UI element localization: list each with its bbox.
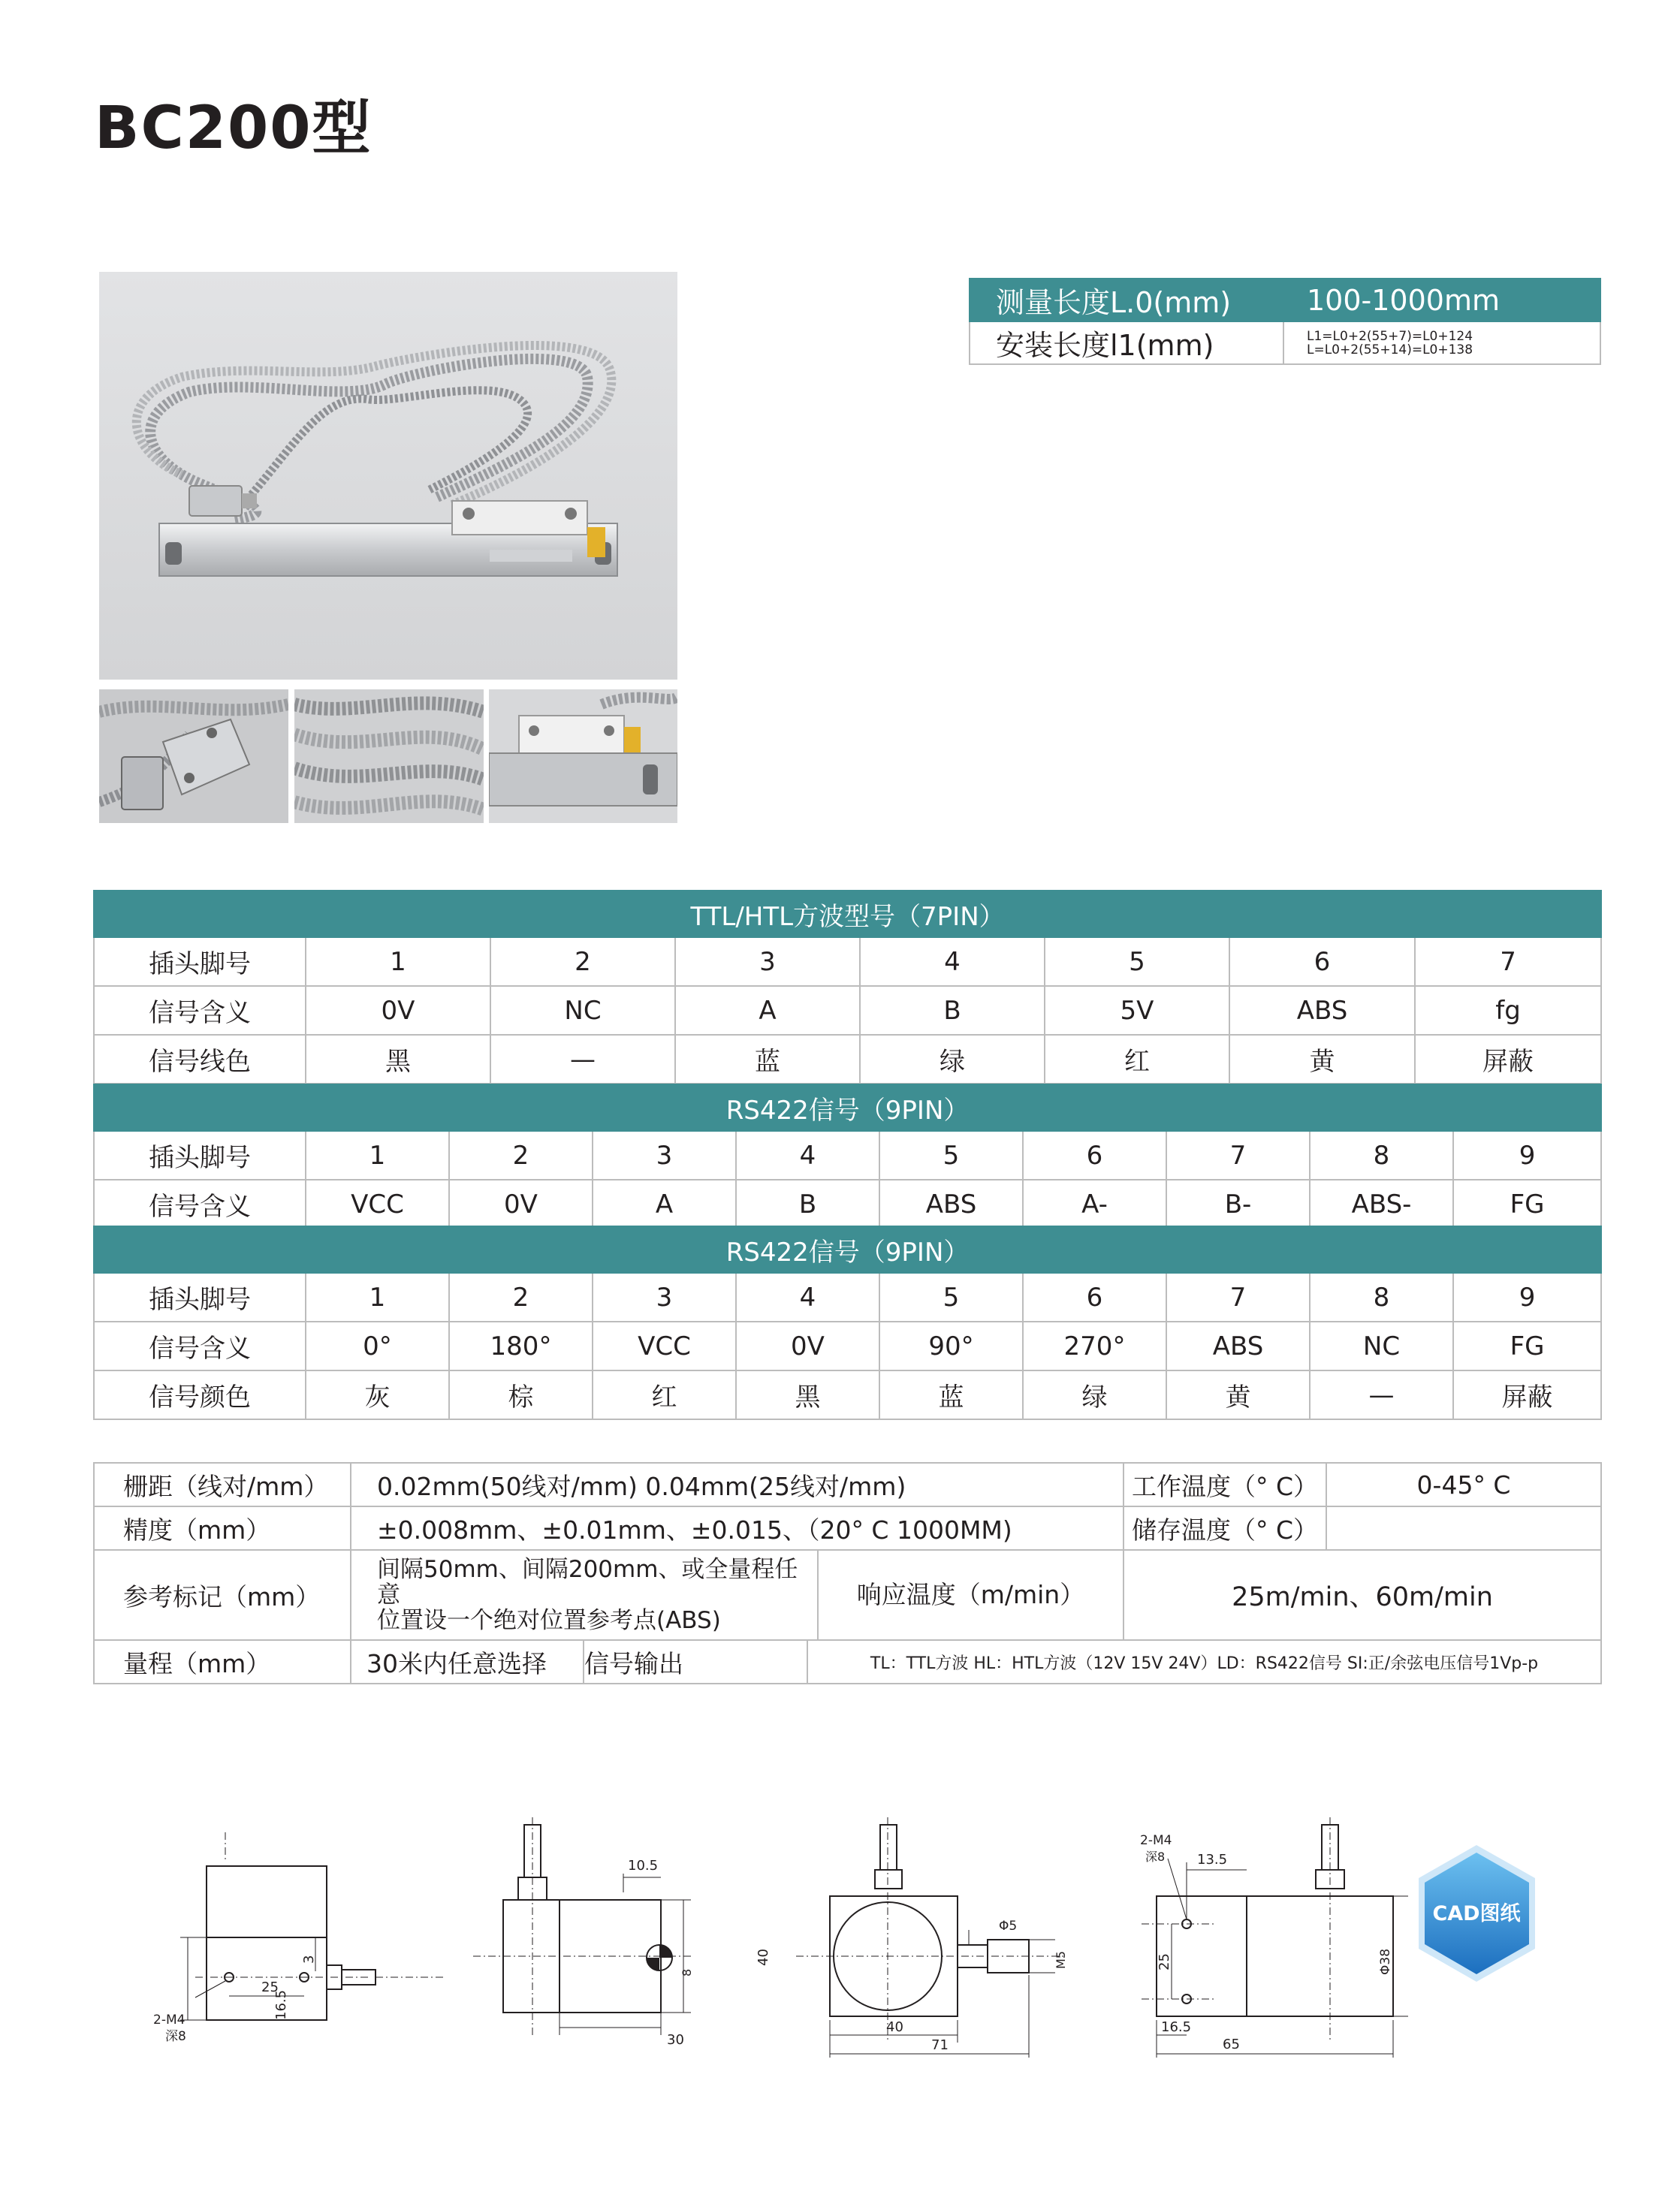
table-cell: A- [1023,1180,1166,1229]
row-label: 信号含义 [94,986,306,1035]
rs422-pin-table-b [93,1226,1602,1420]
output-label: 信号输出 [584,1641,807,1683]
table-cell: 绿 [1023,1370,1166,1419]
table-cell: FG [1453,1322,1601,1370]
row-label: 信号颜色 [94,1370,306,1419]
table-cell: VCC [593,1322,736,1370]
rs422-b-title: RS422信号（9PIN） [94,1226,1601,1273]
table-cell: 蓝 [879,1370,1023,1419]
work-temp-label: 工作温度（° C） [1124,1463,1326,1506]
param-row-reference [94,1550,1601,1640]
reference-line-1: 间隔50mm、间隔200mm、或全量程任意 [377,1556,798,1609]
pitch-label: 栅距（线对/mm） [94,1463,351,1506]
row-label: 插头脚号 [94,937,306,986]
d1-hole: 2-M4 [153,2013,185,2028]
table-cell: 5 [879,1131,1023,1180]
table-cell: 0V [449,1180,593,1229]
d1-depth: 深8 [165,2029,186,2044]
accuracy-value: ±0.008mm、±0.01mm、±0.015、（20° C 1000MM) [351,1506,1124,1550]
table-cell: ABS [1166,1322,1310,1370]
thumbnail-cable [294,689,484,823]
table-cell: 黄 [1229,1035,1415,1084]
table-cell: 0V [306,986,490,1035]
product-photo-main [99,272,677,680]
row-label: 插头脚号 [94,1131,306,1180]
table-cell: fg [1415,986,1601,1035]
table-cell: 9 [1453,1131,1601,1180]
spec-install-label: 安装长度l1(mm) [970,321,1283,364]
table-cell: 5V [1045,986,1229,1035]
table-row [94,937,1601,986]
spec-install-value [1283,321,1600,364]
thumbnail-connector [99,689,288,823]
table-row [94,1273,1601,1322]
d1-dim-3: 3 [301,1955,317,1964]
d3-dim-71: 71 [931,2037,949,2053]
table-cell: 绿 [860,1035,1045,1084]
range-output-cell [351,1640,1601,1684]
d4-dim-65: 65 [1223,2037,1240,2052]
table-cell: ABS [1229,986,1415,1035]
table-cell: — [490,1035,675,1084]
table-cell: 1 [306,1273,449,1322]
d4-hole: 2-M4 [1140,1833,1172,1848]
spec-row-length [970,279,1600,321]
table-cell: 2 [490,937,675,986]
response-value: 25m/min、60m/min [1124,1550,1601,1640]
cad-badge-label: CAD图纸 [1432,1902,1521,1925]
ttl-table-title: TTL/HTL方波型号（7PIN） [94,891,1601,937]
work-temp-value: 0-45° C [1326,1463,1601,1506]
table-row [94,1035,1601,1084]
drawing-top-view [796,1817,1111,2065]
row-label: 信号线色 [94,1035,306,1084]
table-cell: 黑 [306,1035,490,1084]
table-cell: 红 [1045,1035,1229,1084]
table-cell: 灰 [306,1370,449,1419]
table-cell: NC [490,986,675,1035]
table-cell: 9 [1453,1273,1601,1322]
d2-dim-30: 30 [667,2032,684,2048]
table-cell: A [675,986,860,1035]
table-cell: NC [1310,1322,1453,1370]
drawing-side-view [135,1817,451,2065]
table-row [94,1180,1601,1229]
table-cell: B [860,986,1045,1035]
table-cell: ABS [879,1180,1023,1229]
table-cell: 90° [879,1322,1023,1370]
table-cell: 2 [449,1273,593,1322]
table-cell: 0° [306,1322,449,1370]
response-label: 响应温度（m/min） [818,1551,1123,1639]
range-label: 量程（mm） [94,1640,351,1684]
table-cell: B- [1166,1180,1310,1229]
pitch-value: 0.02mm(50线对/mm) 0.04mm(25线对/mm) [351,1463,1124,1506]
table-cell: 黑 [736,1370,879,1419]
reference-inner [377,1551,1123,1639]
drawing-4-svg [1111,1817,1412,2065]
rs422-a-title: RS422信号（9PIN） [94,1084,1601,1131]
reference-label: 参考标记（mm） [94,1550,351,1640]
range-inner [351,1641,1600,1683]
param-row-range [94,1640,1601,1684]
table-cell: 1 [306,1131,449,1180]
table-cell: 4 [736,1131,879,1180]
param-row-pitch [94,1463,1601,1506]
spec-install-formula-2: L=L0+2(55+14)=L0+138 [1307,342,1473,357]
table-cell: 5 [1045,937,1229,986]
table-cell: 0V [736,1322,879,1370]
drawing-front-view [443,1817,781,2065]
table-cell: 2 [449,1131,593,1180]
table-cell: 4 [736,1273,879,1322]
cad-drawing-badge[interactable] [1415,1842,1539,1985]
table-cell: 3 [675,937,860,986]
d1-dim-25: 25 [261,1979,279,1995]
connector-photo [99,689,288,823]
thumbnail-reader-head [489,689,677,823]
table-cell: ABS- [1310,1180,1453,1229]
table-cell: — [1310,1370,1453,1419]
table-cell: 8 [1310,1131,1453,1180]
cad-hexagon-icon [1415,1842,1539,1985]
table-cell: 270° [1023,1322,1166,1370]
table-cell: 7 [1166,1273,1310,1322]
d3-dim-40: 40 [886,2019,903,2035]
row-label: 插头脚号 [94,1273,306,1322]
reader-head-photo [489,689,677,823]
d1-dim-16-5: 16.5 [273,1989,289,2020]
table-cell: 红 [593,1370,736,1419]
d4-dim-phi38: Φ38 [1378,1948,1393,1975]
rs422-pin-table-a [93,1084,1602,1229]
d2-dim-10-5: 10.5 [628,1858,659,1874]
d2-dim-8: 8 [680,1968,694,1976]
table-cell: 3 [593,1131,736,1180]
table-cell: VCC [306,1180,449,1229]
table-cell: 5 [879,1273,1023,1322]
table-cell: 180° [449,1322,593,1370]
param-row-accuracy [94,1506,1601,1550]
table-cell: 蓝 [675,1035,860,1084]
table-cell: 屏蔽 [1415,1035,1601,1084]
row-label: 信号含义 [94,1322,306,1370]
table-cell: FG [1453,1180,1601,1229]
d4-dim-25: 25 [1157,1953,1172,1970]
table-cell: 3 [593,1273,736,1322]
spec-table [969,278,1601,365]
drawing-1-svg [135,1817,451,2065]
table-cell: 6 [1023,1131,1166,1180]
table-cell: 4 [860,937,1045,986]
spec-install-formula-1: L1=L0+2(55+7)=L0+124 [1307,328,1473,344]
table-cell: 6 [1023,1273,1166,1322]
table-row [94,1131,1601,1180]
drawing-2-svg [443,1817,781,2065]
parameters-table [93,1462,1602,1684]
accuracy-label: 精度（mm） [94,1506,351,1550]
page-title: BC200型 [95,95,372,162]
table-cell: 屏蔽 [1453,1370,1601,1419]
storage-temp-label: 储存温度（° C） [1124,1506,1326,1550]
drawing-3-svg [796,1817,1111,2065]
reference-line-2: 位置设一个绝对位置参考点(ABS) [377,1607,721,1634]
table-cell: 1 [306,937,490,986]
table-cell: B [736,1180,879,1229]
table-cell: 6 [1229,937,1415,986]
table-cell: 8 [1310,1273,1453,1322]
table-row [94,1322,1601,1370]
table-cell: 棕 [449,1370,593,1419]
table-cell: 7 [1415,937,1601,986]
d3-dim-m5: M5 [1054,1951,1068,1969]
reference-text [377,1551,818,1639]
d4-depth: 深8 [1145,1850,1166,1864]
ttl-pin-table [93,890,1602,1084]
table-row [94,1370,1601,1419]
output-value: TL：TTL方波 HL：HTL方波（12V 15V 24V）LD：RS422信号 SI:正/余弦电压信号1Vp-p [807,1641,1600,1683]
d2-dim-40: 40 [756,1949,771,1966]
d4-dim-13-5: 13.5 [1197,1852,1228,1868]
spec-row-install [970,321,1600,364]
storage-temp-value [1326,1506,1601,1550]
d3-dim-phi5: Φ5 [999,1919,1018,1934]
table-cell: 7 [1166,1131,1310,1180]
range-value: 30米内任意选择 [366,1648,547,1678]
reference-value [351,1550,1124,1640]
table-row [94,986,1601,1035]
spec-length-label: 测量长度L.0(mm) [970,279,1283,321]
row-label: 信号含义 [94,1180,306,1229]
d4-dim-16-5: 16.5 [1161,2019,1192,2035]
spec-length-value: 100-1000mm [1283,279,1600,321]
cable-photo [294,689,484,823]
table-cell: 黄 [1166,1370,1310,1419]
scale-with-cable-illustration [99,272,677,680]
table-cell: A [593,1180,736,1229]
drawing-end-view [1111,1817,1412,2065]
